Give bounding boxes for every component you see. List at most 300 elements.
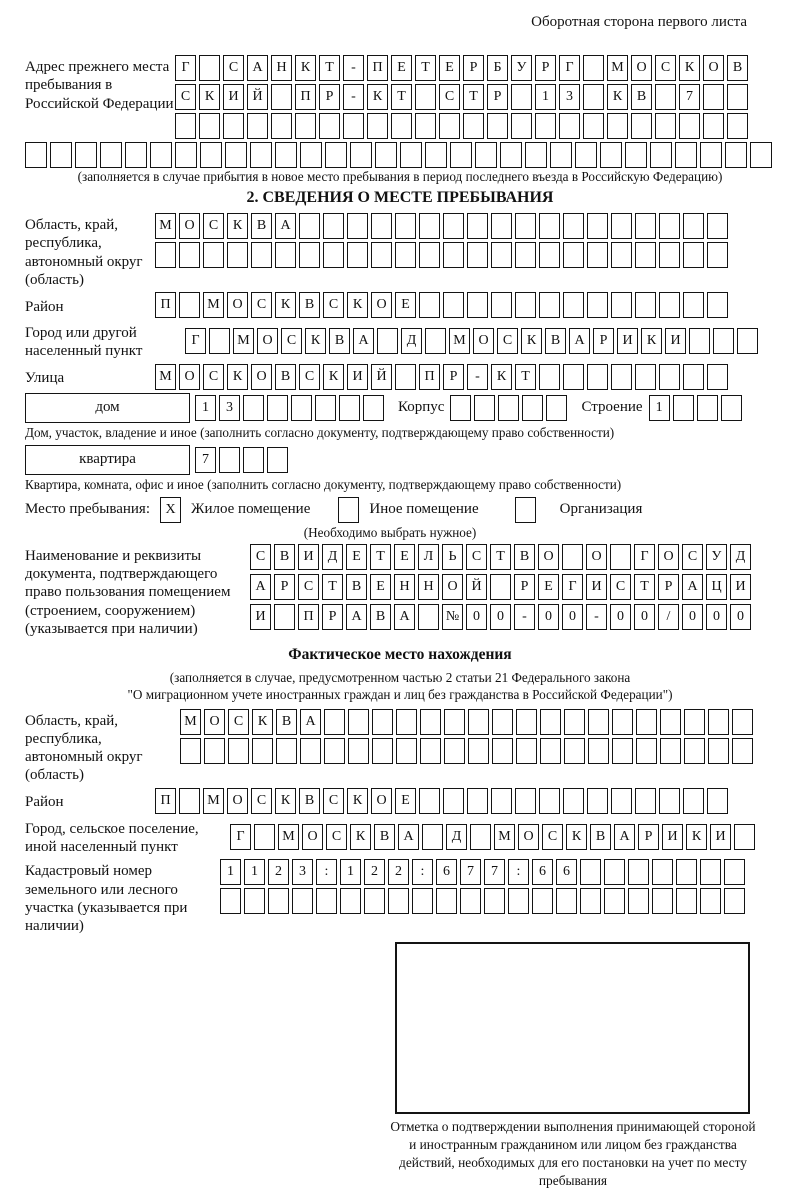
char-cell: 6 [532,859,553,885]
char-cell: А [569,328,590,354]
stroenie-label: Строение [581,399,643,416]
char-cell [75,142,97,168]
char-cell: И [250,604,271,630]
char-cell [180,738,201,764]
char-cell: 0 [466,604,487,630]
char-cell [708,709,729,735]
char-cell: К [566,824,587,850]
char-cell [508,888,529,914]
prev-address-label: Адрес прежнего места пребывания в Российской Федерации [25,59,174,112]
char-cell [703,113,724,139]
char-cell: Г [562,574,583,600]
char-cell [203,242,224,268]
char-cell: О [257,328,278,354]
char-cell [683,213,704,239]
char-cell [750,142,772,168]
cadastre-line-1 [220,859,745,885]
char-cell: Р [463,55,484,81]
char-cell [588,709,609,735]
char-cell: С [175,84,196,110]
char-cell: В [274,544,295,570]
char-cell: К [347,788,368,814]
char-cell [587,213,608,239]
actual-region-row [25,709,775,785]
char-cell [325,142,347,168]
char-cell [556,888,577,914]
char-cell: Р [658,574,679,600]
char-cell: П [295,84,316,110]
char-cell [339,395,360,421]
char-cell [200,142,222,168]
actual-region-grid [180,709,753,764]
char-cell: А [398,824,419,850]
char-cell: О [204,709,225,735]
char-cell [268,888,289,914]
region-row [25,213,775,289]
char-cell: : [508,859,529,885]
char-cell: В [275,364,296,390]
char-cell [652,859,673,885]
char-cell: 7 [460,859,481,885]
city-row [25,321,775,361]
char-cell [425,328,446,354]
char-cell [660,709,681,735]
char-cell [734,824,755,850]
option-organization-label: Организация [559,501,643,518]
char-cell: В [590,824,611,850]
char-cell [515,497,536,523]
char-cell: 1 [649,395,670,421]
char-cell [725,142,747,168]
confirmation-mark-box [395,942,750,1114]
char-cell [707,213,728,239]
char-cell [274,604,295,630]
char-cell: 0 [610,604,631,630]
char-cell: К [521,328,542,354]
char-cell [635,213,656,239]
char-cell [511,113,532,139]
char-cell [267,395,288,421]
char-cell [583,55,604,81]
char-cell: С [610,574,631,600]
actual-city-line [230,824,755,850]
char-cell: В [299,292,320,318]
char-cell [271,84,292,110]
actual-location-note-1: (заполняется в случае, предусмотренном частью 2 статьи 21 Федерального закона [169,670,631,686]
char-cell: В [346,574,367,600]
char-cell: К [347,292,368,318]
korpus-cells [450,395,567,421]
char-cell [535,113,556,139]
char-cell [659,788,680,814]
char-cell: В [370,604,391,630]
char-cell [491,213,512,239]
char-cell [732,738,753,764]
char-cell [419,292,440,318]
char-cell: О [538,544,559,570]
char-cell [703,84,724,110]
char-cell [348,738,369,764]
char-cell: С [542,824,563,850]
char-cell [371,242,392,268]
char-cell: 6 [556,859,577,885]
char-cell: О [442,574,463,600]
char-cell: Т [515,364,536,390]
char-cell: В [545,328,566,354]
char-cell [125,142,147,168]
prev-address-line-1 [175,55,748,81]
char-cell [727,113,748,139]
char-cell [491,788,512,814]
char-cell [443,292,464,318]
document-line-2 [250,574,751,600]
char-cell: С [281,328,302,354]
char-cell [492,709,513,735]
char-cell: А [394,604,415,630]
char-cell: Н [271,55,292,81]
char-cell: В [727,55,748,81]
char-cell: А [353,328,374,354]
char-cell [209,328,230,354]
char-cell [707,292,728,318]
house-row [25,393,775,423]
char-cell: И [617,328,638,354]
char-cell [364,888,385,914]
char-cell: 0 [490,604,511,630]
char-cell: М [155,364,176,390]
char-cell [491,242,512,268]
char-cell [683,292,704,318]
char-cell [700,859,721,885]
char-cell: А [682,574,703,600]
char-cell [291,395,312,421]
char-cell [396,738,417,764]
char-cell [650,142,672,168]
char-cell [707,242,728,268]
house-box: дом [25,393,190,423]
char-cell [515,213,536,239]
char-cell [420,709,441,735]
char-cell [199,113,220,139]
char-cell [721,395,742,421]
char-cell: А [346,604,367,630]
char-cell: В [276,709,297,735]
char-cell: С [299,364,320,390]
char-cell: Д [322,544,343,570]
actual-district-row [25,788,775,814]
char-cell [708,738,729,764]
option-other-premises-label: Иное помещение [369,501,479,518]
char-cell [315,395,336,421]
char-cell [611,213,632,239]
char-cell [689,328,710,354]
char-cell: - [343,55,364,81]
actual-region-line-1 [180,709,753,735]
apartment-box: квартира [25,445,190,475]
char-cell: X [160,497,181,523]
char-cell [179,242,200,268]
char-cell [299,242,320,268]
char-cell: О [179,213,200,239]
char-cell: А [300,709,321,735]
char-cell: : [412,859,433,885]
cadastre-row [25,859,775,935]
char-cell [532,888,553,914]
document-line-1 [250,544,751,570]
char-cell: 1 [535,84,556,110]
char-cell [470,824,491,850]
char-cell: Г [175,55,196,81]
char-cell: 1 [220,859,241,885]
char-cell: Р [638,824,659,850]
char-cell [612,738,633,764]
char-cell [583,113,604,139]
char-cell [388,888,409,914]
char-cell: И [223,84,244,110]
cadastre-label: Кадастровый номер земельного или лесного участка (указывается при наличии) [25,863,188,935]
char-cell [443,213,464,239]
char-cell [324,709,345,735]
char-cell: И [586,574,607,600]
char-cell: 0 [562,604,583,630]
char-cell [659,213,680,239]
char-cell [587,788,608,814]
char-cell [316,888,337,914]
char-cell [673,395,694,421]
char-cell [468,709,489,735]
char-cell: О [658,544,679,570]
char-cell [625,142,647,168]
char-cell: К [199,84,220,110]
char-cell: И [662,824,683,850]
char-cell: М [449,328,470,354]
actual-district-line [155,788,728,814]
char-cell [254,824,275,850]
char-cell: О [473,328,494,354]
char-cell: А [247,55,268,81]
char-cell [467,213,488,239]
document-line-3 [250,604,751,630]
char-cell: Д [401,328,422,354]
char-cell: Д [730,544,751,570]
char-cell: О [703,55,724,81]
char-cell [611,788,632,814]
char-cell [419,788,440,814]
char-cell: К [295,55,316,81]
char-cell: К [686,824,707,850]
confirmation-mark-caption: Отметка о подтверждении выполнения принимающей стороной и иностранным гражданином или лицом без гражданства действий, необходимых для его постановки на учет по месту пребывания [390,1118,756,1188]
char-cell [660,738,681,764]
district-label: Район [25,298,64,315]
actual-location-title: Фактическое место нахождения [288,646,512,664]
checkbox-organization [515,497,536,523]
char-cell [400,142,422,168]
char-cell: П [155,292,176,318]
district-line [155,292,728,318]
char-cell [227,242,248,268]
char-cell [243,395,264,421]
char-cell: Н [418,574,439,600]
char-cell [350,142,372,168]
char-cell [588,738,609,764]
char-cell: 0 [682,604,703,630]
char-cell: К [275,292,296,318]
char-cell: С [439,84,460,110]
char-cell: Е [538,574,559,600]
char-cell: К [350,824,371,850]
char-cell [652,888,673,914]
char-cell [522,395,543,421]
char-cell [700,888,721,914]
char-cell: 7 [679,84,700,110]
char-cell: П [419,364,440,390]
char-cell: 3 [559,84,580,110]
char-cell: С [251,788,272,814]
char-cell [415,113,436,139]
char-cell [575,142,597,168]
korpus-label: Корпус [398,399,445,416]
char-cell [251,242,272,268]
char-cell [155,242,176,268]
char-cell [175,113,196,139]
char-cell [419,213,440,239]
char-cell: И [710,824,731,850]
document-grid [250,544,751,630]
char-cell [683,364,704,390]
street-line [155,364,728,390]
char-cell: М [155,213,176,239]
char-cell: В [631,84,652,110]
char-cell: Т [634,574,655,600]
char-cell [539,292,560,318]
char-cell [587,364,608,390]
char-cell [676,859,697,885]
char-cell [343,113,364,139]
char-cell: К [367,84,388,110]
char-cell [684,738,705,764]
char-cell: 3 [292,859,313,885]
char-cell [539,242,560,268]
char-cell: К [252,709,273,735]
char-cell: : [316,859,337,885]
char-cell: 1 [340,859,361,885]
char-cell: И [665,328,686,354]
char-cell [395,364,416,390]
char-cell: С [251,292,272,318]
char-cell: А [614,824,635,850]
char-cell: О [586,544,607,570]
char-cell: Е [370,574,391,600]
char-cell [604,888,625,914]
char-cell [444,738,465,764]
char-cell: 1 [195,395,216,421]
char-cell: С [228,709,249,735]
char-cell [474,395,495,421]
region-label: Область, край, республика, автономный округ (область) [25,217,143,288]
actual-district-label: Район [25,794,64,811]
house-note: Дом, участок, владение и иное (заполнить согласно документу, подтверждающему право собственности) [25,424,615,440]
char-cell: К [305,328,326,354]
char-cell: П [298,604,319,630]
char-cell [724,888,745,914]
char-cell: О [631,55,652,81]
char-cell [631,113,652,139]
char-cell [243,447,264,473]
char-cell: / [658,604,679,630]
char-cell: Г [230,824,251,850]
char-cell [563,788,584,814]
char-cell [737,328,758,354]
char-cell [204,738,225,764]
char-cell: С [223,55,244,81]
char-cell: 0 [730,604,751,630]
char-cell [219,447,240,473]
char-cell [179,788,200,814]
char-cell: М [203,788,224,814]
house-cells [195,395,384,421]
char-cell [225,142,247,168]
char-cell: Р [535,55,556,81]
char-cell [179,292,200,318]
char-cell: М [233,328,254,354]
char-cell [244,888,265,914]
prev-address-note: (заполняется в случае прибытия в новое место пребывания в период последнего въезда в Российскую Федерацию) [77,169,723,184]
char-cell: - [586,604,607,630]
char-cell [338,497,359,523]
char-cell: С [655,55,676,81]
char-cell: 0 [538,604,559,630]
apartment-note: Квартира, комната, офис и иное (заполнить согласно документу, подтверждающему право собственности) [25,476,622,492]
char-cell [515,242,536,268]
char-cell [467,788,488,814]
char-cell: Е [346,544,367,570]
char-cell: С [323,292,344,318]
cadastre-grid [220,859,745,914]
char-cell [422,824,443,850]
checkbox-residential [160,497,181,523]
char-cell: И [730,574,751,600]
char-cell: Е [395,788,416,814]
prev-address-row [25,55,775,139]
char-cell: Р [443,364,464,390]
char-cell: И [298,544,319,570]
char-cell [475,142,497,168]
char-cell [516,709,537,735]
stroenie-cells [649,395,742,421]
char-cell: Й [466,574,487,600]
char-cell [525,142,547,168]
char-cell: С [326,824,347,850]
char-cell: Н [394,574,415,600]
char-cell [564,738,585,764]
char-cell: У [511,55,532,81]
char-cell [635,242,656,268]
char-cell [604,859,625,885]
char-cell [675,142,697,168]
char-cell [635,364,656,390]
char-cell: О [371,788,392,814]
char-cell [697,395,718,421]
char-cell: О [371,292,392,318]
char-cell [611,364,632,390]
char-cell: К [227,213,248,239]
char-cell [580,888,601,914]
char-cell: Т [391,84,412,110]
char-cell [683,788,704,814]
char-cell [539,788,560,814]
char-cell [412,888,433,914]
char-cell: О [518,824,539,850]
